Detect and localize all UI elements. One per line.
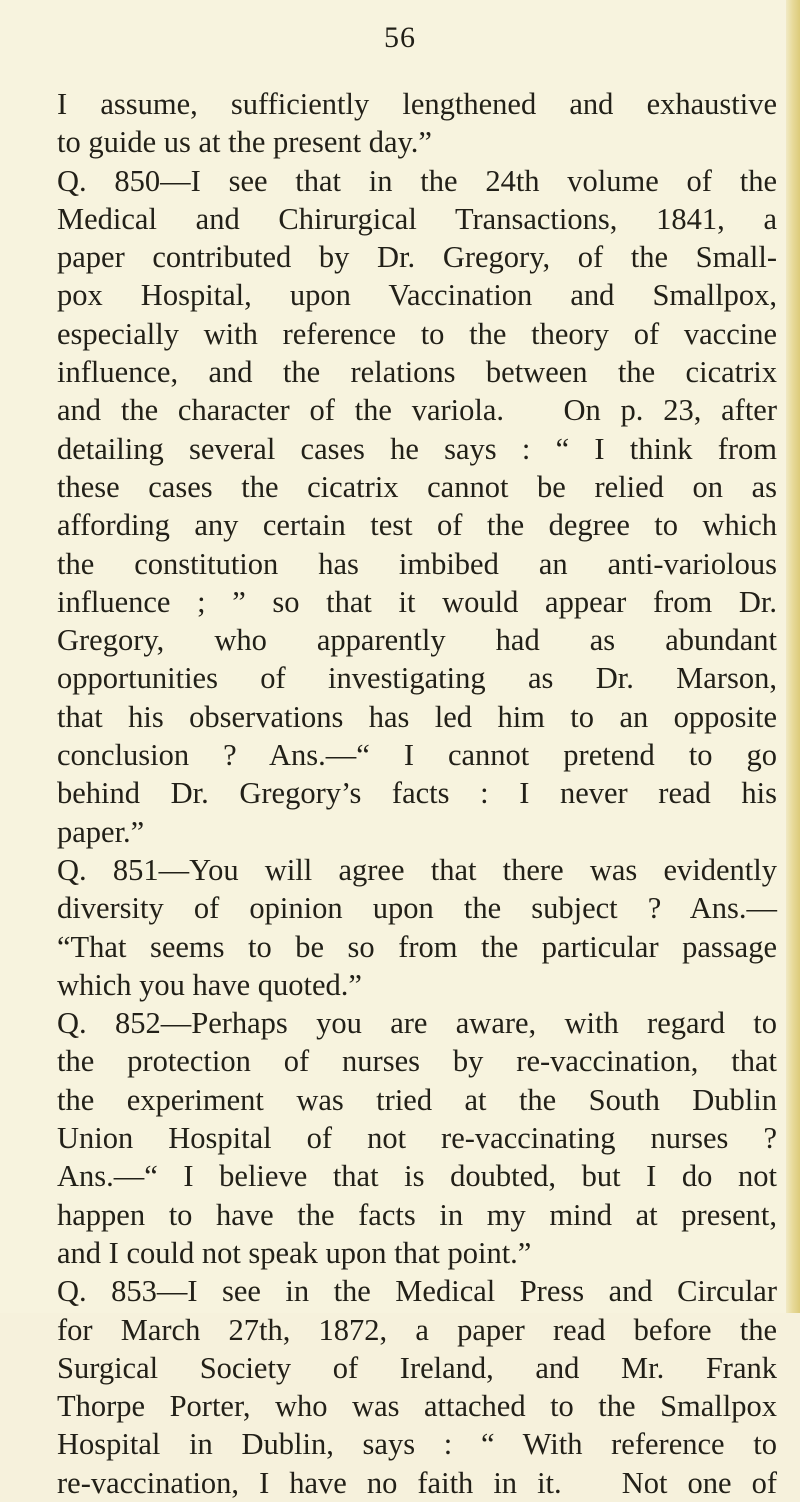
text-line: and I could not speak upon that point.” <box>57 1235 532 1270</box>
page-number: 56 <box>384 21 416 54</box>
text-line: I assume, sufficiently lengthened and exhaustive <box>57 87 777 121</box>
text-line: Q. 850—I see that in the 24th volume of the <box>57 163 777 198</box>
text-line: which you have quoted.” <box>57 967 362 1002</box>
text-line: the constitution has imbibed an anti-variolous <box>57 546 777 581</box>
text-line: pox Hospital, upon Vaccination and Smallpox, <box>57 278 777 313</box>
text-line: Union Hospital of not re-vaccinating nurses ? <box>57 1121 777 1156</box>
text-line: influence, and the relations between the cicatrix <box>57 355 777 390</box>
text-line: that his observations has led him to an opposite <box>57 699 777 734</box>
text-line: and the character of the variola. On p. 23, after <box>57 393 777 428</box>
text-line: conclusion ? Ans.—“ I cannot pretend to go <box>57 738 777 773</box>
text-line: diversity of opinion upon the subject ? Ans.— <box>57 891 777 926</box>
text-line: Hospital in Dublin, says : “ With reference to <box>57 1427 777 1462</box>
text-line: the protection of nurses by re-vaccination, that <box>57 1044 777 1079</box>
text-line: Q. 853—I see in the Medical Press and Circular <box>57 1274 777 1309</box>
text-line: opportunities of investigating as Dr. Marson, <box>57 661 777 696</box>
text-line: Surgical Society of Ireland, and Mr. Frank <box>57 1350 777 1385</box>
text-line: for March 27th, 1872, a paper read before the <box>57 1312 777 1347</box>
text-line: these cases the cicatrix cannot be relied on as <box>57 469 777 504</box>
text-line: “That seems to be so from the particular passage <box>57 929 777 964</box>
text-line: Gregory, who apparently had as abundant <box>57 623 777 658</box>
text-line: Q. 851—You will agree that there was evidently <box>57 852 777 887</box>
text-line: happen to have the facts in my mind at present, <box>57 1197 777 1232</box>
body-text <box>57 85 777 1502</box>
text-line: detailing several cases he says : “ I think from <box>57 431 777 466</box>
text-line: Q. 852—Perhaps you are aware, with regard to <box>57 1006 777 1041</box>
text-line: behind Dr. Gregory’s facts : I never read his <box>57 776 777 811</box>
text-line: paper.” <box>57 814 145 849</box>
text-line: to guide us at the present day.” <box>57 125 432 160</box>
page-edge-shading <box>786 0 800 1313</box>
text-line: influence ; ” so that it would appear from Dr. <box>57 584 777 619</box>
text-line: Medical and Chirurgical Transactions, 1841, a <box>57 201 777 236</box>
text-line: especially with reference to the theory of vaccine <box>57 316 777 351</box>
text-line: Ans.—“ I believe that is doubted, but I do not <box>57 1159 777 1194</box>
text-line: paper contributed by Dr. Gregory, of the Small- <box>57 240 777 275</box>
text-line: Thorpe Porter, who was attached to the Smallpox <box>57 1389 777 1424</box>
text-line: affording any certain test of the degree to which <box>57 508 777 543</box>
text-line: re-vaccination, I have no faith in it. Not one of <box>57 1465 777 1500</box>
text-line: the experiment was tried at the South Dublin <box>57 1082 777 1117</box>
